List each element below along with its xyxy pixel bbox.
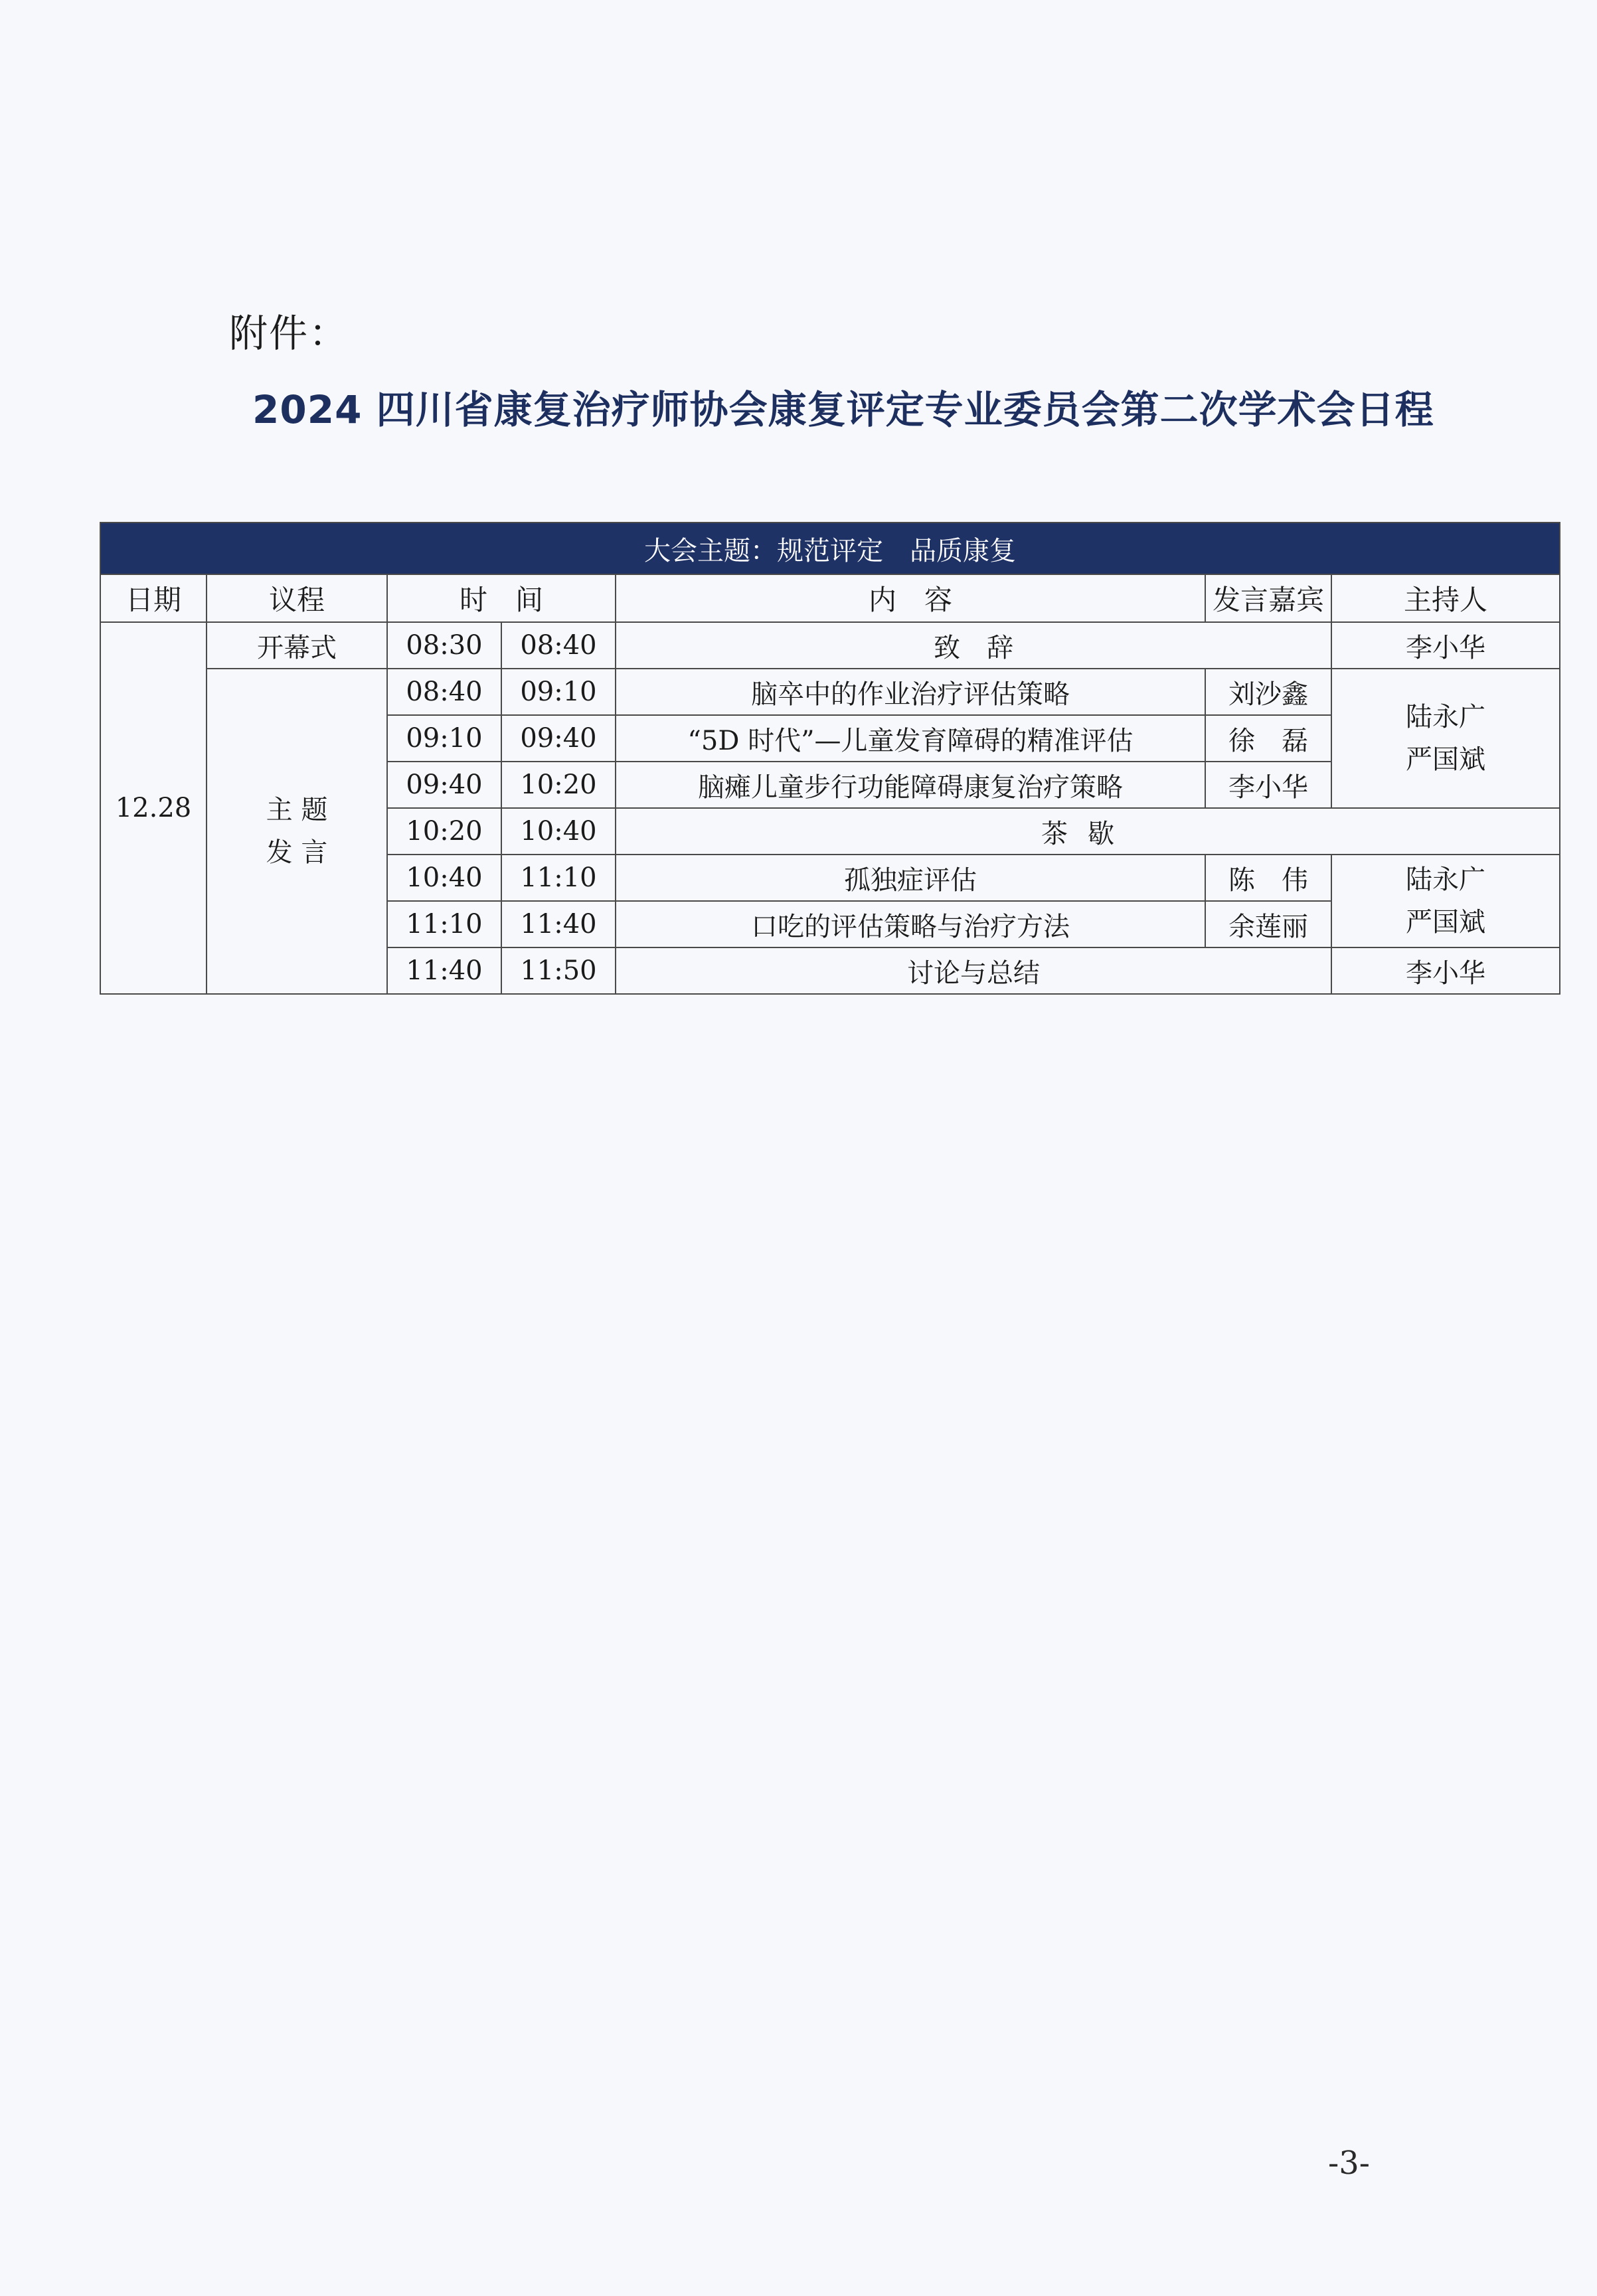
start-time: 11:40 xyxy=(387,947,501,994)
conference-theme: 大会主题：规范评定 品质康复 xyxy=(100,523,1560,574)
host-name: 严国斌 xyxy=(1406,907,1486,938)
theme-row xyxy=(100,523,1560,574)
attachment-label: 附件： xyxy=(229,311,349,356)
header-time: 时 间 xyxy=(387,574,616,622)
start-time: 08:30 xyxy=(387,622,501,669)
session-content: 孤独症评估 xyxy=(616,855,1205,901)
page-number: -3- xyxy=(1328,2145,1370,2182)
host-group-1 xyxy=(1331,669,1560,808)
start-time: 10:20 xyxy=(387,808,501,855)
end-time: 10:40 xyxy=(501,808,616,855)
session-speaker: 李小华 xyxy=(1205,762,1331,808)
agenda-keynote-line2: 发 言 xyxy=(266,837,328,868)
header-host: 主持人 xyxy=(1331,574,1560,622)
session-speaker: 徐 磊 xyxy=(1205,715,1331,762)
start-time: 09:10 xyxy=(387,715,501,762)
session-speaker: 余莲丽 xyxy=(1205,901,1331,947)
host-name: 陆永广 xyxy=(1406,864,1486,895)
document-title: 2024 四川省康复治疗师协会康复评定专业委员会第二次学术会日程 xyxy=(252,387,1434,432)
end-time: 10:20 xyxy=(501,762,616,808)
host-name: 陆永广 xyxy=(1406,702,1486,732)
header-agenda: 议程 xyxy=(207,574,387,622)
start-time: 10:40 xyxy=(387,855,501,901)
host-name: 严国斌 xyxy=(1406,744,1486,775)
content-opening: 致 辞 xyxy=(616,622,1331,669)
table-row-opening xyxy=(100,622,1560,669)
session-speaker: 刘沙鑫 xyxy=(1205,669,1331,715)
session-content: 讨论与总结 xyxy=(616,947,1331,994)
end-time: 09:40 xyxy=(501,715,616,762)
end-time: 08:40 xyxy=(501,622,616,669)
session-content: “5D 时代”—儿童发育障碍的精准评估 xyxy=(616,715,1205,762)
agenda-keynote xyxy=(207,669,387,994)
header-date: 日期 xyxy=(100,574,207,622)
host-discussion: 李小华 xyxy=(1331,947,1560,994)
session-speaker: 陈 伟 xyxy=(1205,855,1331,901)
session-content: 脑卒中的作业治疗评估策略 xyxy=(616,669,1205,715)
tea-break: 茶歇 xyxy=(616,808,1560,855)
end-time: 09:10 xyxy=(501,669,616,715)
session-content: 口吃的评估策略与治疗方法 xyxy=(616,901,1205,947)
agenda-opening: 开幕式 xyxy=(207,622,387,669)
agenda-keynote-line1: 主 题 xyxy=(266,795,328,825)
header-row xyxy=(100,574,1560,622)
start-time: 08:40 xyxy=(387,669,501,715)
schedule-table xyxy=(100,522,1560,995)
session-content: 脑瘫儿童步行功能障碍康复治疗策略 xyxy=(616,762,1205,808)
table-row xyxy=(100,669,1560,715)
start-time: 09:40 xyxy=(387,762,501,808)
header-speaker: 发言嘉宾 xyxy=(1205,574,1331,622)
end-time: 11:40 xyxy=(501,901,616,947)
start-time: 11:10 xyxy=(387,901,501,947)
host-opening: 李小华 xyxy=(1331,622,1560,669)
header-content: 内 容 xyxy=(616,574,1205,622)
host-group-2 xyxy=(1331,855,1560,947)
end-time: 11:50 xyxy=(501,947,616,994)
date-cell: 12.28 xyxy=(100,622,207,994)
end-time: 11:10 xyxy=(501,855,616,901)
